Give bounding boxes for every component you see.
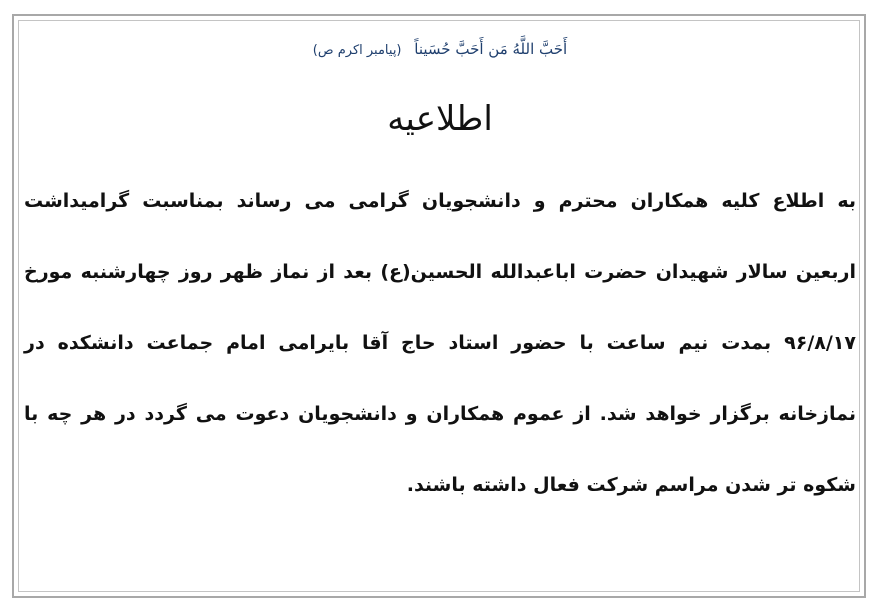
- hadith-text: أَحَبَّ اللَّهُ مَن أَحَبَّ حُسَيناً: [414, 40, 568, 58]
- page-title: اطلاعیه: [387, 99, 493, 139]
- hadith-source: (پیامبر اکرم ص): [312, 43, 402, 58]
- body-line-3: ۹۶/۸/۱۷ بمدت نیم ساعت با حضور استاد حاج آقا بایرامی امام جماعت دانشکده در: [24, 332, 856, 354]
- hadith-header: [0, 38, 880, 62]
- announcement-body: [24, 178, 856, 533]
- body-line-2: اربعین سالار شهیدان حضرت اباعبدالله الحسین(ع) بعد از نماز ظهر روز چهارشنبه مورخ: [24, 261, 856, 283]
- body-line-5: شکوه تر شدن مراسم شرکت فعال داشته باشند.: [406, 474, 856, 496]
- body-line-4: نمازخانه برگزار خواهد شد. از عموم همکاران و دانشجویان دعوت می گردد در هر چه با: [24, 403, 856, 425]
- body-line-1: به اطلاع کلیه همکاران محترم و دانشجویان گرامی می رساند بمناسبت گرامیداشت: [24, 190, 856, 212]
